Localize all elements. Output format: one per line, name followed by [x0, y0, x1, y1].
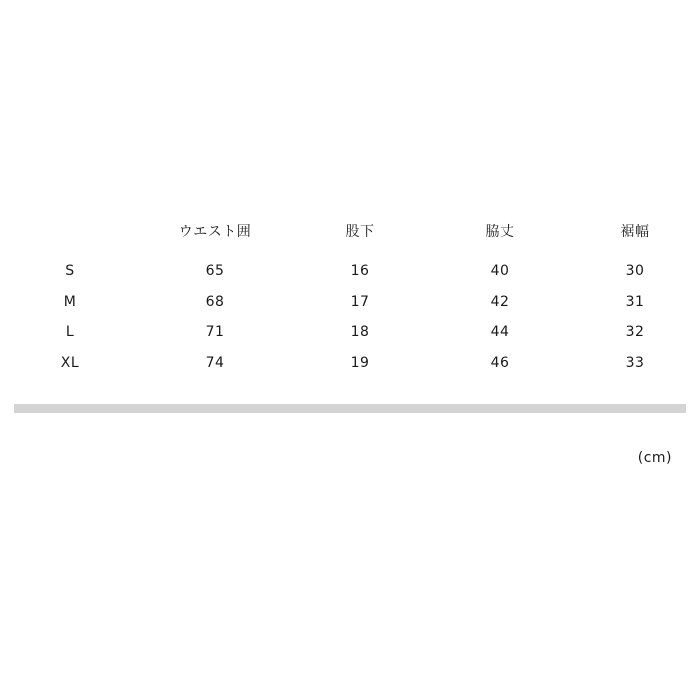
- cell-waist: 71: [205, 324, 225, 341]
- table-row: [0, 256, 700, 287]
- column-header-inseam: 股下: [345, 223, 375, 240]
- table-header-row: [0, 215, 700, 256]
- cell-sidelength: 44: [490, 324, 510, 341]
- row-size-label: L: [65, 324, 75, 341]
- size-table: [0, 215, 700, 378]
- cell-inseam: 16: [350, 263, 370, 280]
- cell-hemwidth: 32: [625, 324, 645, 341]
- table-header: [0, 215, 700, 256]
- cell-waist: 65: [205, 263, 225, 280]
- table-row: [0, 348, 700, 379]
- cell-waist: 74: [205, 354, 225, 371]
- cell-inseam: 18: [350, 324, 370, 341]
- row-size-label: XL: [60, 354, 80, 371]
- cell-hemwidth: 33: [625, 354, 645, 371]
- column-header-waist: ウエスト囲: [178, 223, 252, 240]
- cell-hemwidth: 30: [625, 263, 645, 280]
- cell-inseam: 19: [350, 354, 370, 371]
- cell-sidelength: 42: [490, 293, 510, 310]
- cell-waist: 68: [205, 293, 225, 310]
- cell-sidelength: 40: [490, 263, 510, 280]
- cell-inseam: 17: [350, 293, 370, 310]
- column-header-hemwidth: 裾幅: [620, 223, 650, 240]
- column-header-sidelength: 脇丈: [485, 223, 515, 240]
- table-body: [0, 256, 700, 378]
- unit-note: (cm): [637, 450, 672, 466]
- row-size-label: S: [65, 263, 75, 280]
- table-row: [0, 317, 700, 348]
- cell-hemwidth: 31: [625, 293, 645, 310]
- table-row: [0, 287, 700, 318]
- horizontal-divider: [14, 404, 686, 413]
- row-size-label: M: [63, 293, 77, 310]
- table-corner-header: [0, 215, 140, 256]
- cell-sidelength: 46: [490, 354, 510, 371]
